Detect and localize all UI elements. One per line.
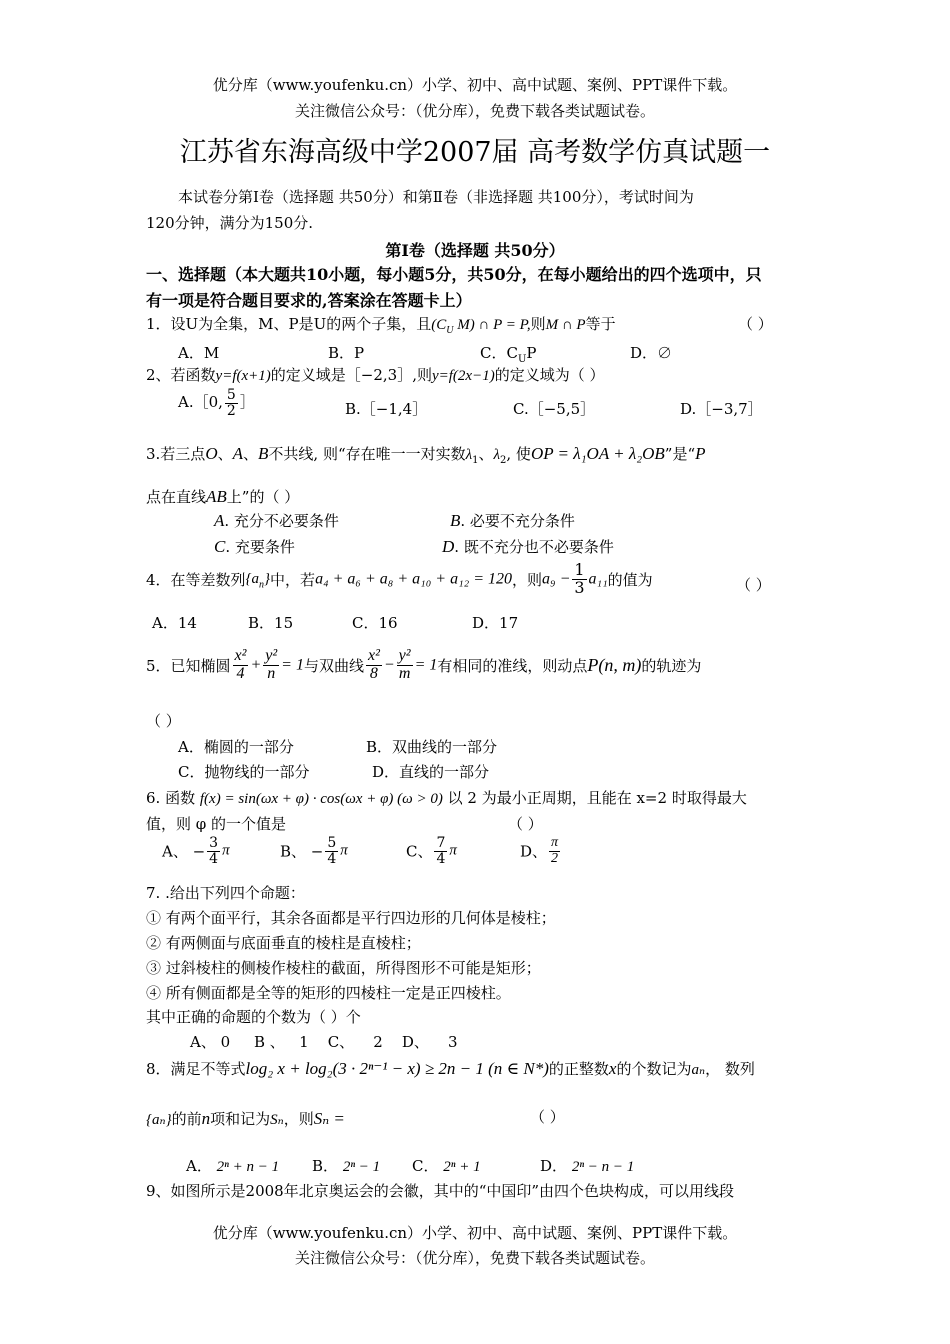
page-title: 江苏省东海高级中学2007届 高考数学仿真试题一 [179,137,771,168]
header-line-1: 优分库（www.youfenku.cn）小学、初中、高中试题、案例、PPT课件下载。 [212,76,738,94]
q3-option-a: A. 充分不必要条件 [214,511,339,530]
intro-line-2: 120分钟，满分为150分. [146,214,314,232]
q8-stem-line-2: {aₙ}的前n项和记为Sₙ，则Sₙ = [146,1109,345,1128]
q6-answer-paren: （ ） [508,815,543,833]
q8-option-d: D． 2ⁿ − n − 1 [540,1157,635,1175]
q6-option-d: D、 $\frac{\pi}{2}$ [520,835,559,866]
q1-option-a: A．M [178,344,220,362]
q7-item-4: ④ 所有侧面都是全等的矩形的四棱柱一定是正四棱柱。 [146,984,511,1002]
q5-answer-paren: （ ） [146,712,181,730]
q5-option-c: C．抛物线的一部分 [178,763,310,781]
q3-option-d: D. 既不充分也不必要条件 [442,537,614,556]
q2-option-c: C.［−5,5］ [513,400,596,418]
q2-option-b: B.［−1,4］ [345,400,428,418]
q5-stem: 5．已知椭圆 $\frac{\text{x²}}{4}$ + $\frac{\text{y²}}{n}$ = 1与双曲线 $\frac{\text{x²}}{8}$ − $\frac{\text{y²}}{m}$ = 1有相同的准线，则动点P(n, m)的轨迹为 [146,647,702,682]
q4-option-d: D．17 [472,614,519,632]
q8-stem: 8．满足不等式log₂ x + log₂(3 · 2ⁿ⁻¹ − x) ≥ 2n − 1 (n ∈ N*)的正整数x的个数记为aₙ， 数列 [146,1059,755,1078]
q8-option-b: B． 2ⁿ − 1 [312,1157,381,1175]
q7-item-1: ① 有两个面平行，其余各面都是平行四边形的几何体是棱柱； [146,909,556,927]
q1-option-c: C．$C_UP$ [480,344,537,365]
q6-stem: 6. 函数 f(x) = sin(ωx + φ) · cos(ωx + φ) (ω > 0) 以 2 为最小正周期，且能在 x=2 时取得最大 [146,789,747,807]
q7-item-3: ③ 过斜棱柱的侧棱作棱柱的截面，所得图形不可能是矩形； [146,959,541,977]
q5-option-a: A．椭圆的一部分 [178,738,294,756]
q8-answer-paren: （ ） [530,1108,565,1126]
part1-title: 第Ⅰ卷（选择题 共50分） [385,241,565,260]
q6-stem-line-2: 值，则 φ 的一个值是 [146,815,287,833]
q3-option-c: C. 充要条件 [214,537,295,556]
q3-stem-line-2: 点在直线AB上”的（ ） [146,487,300,506]
q1-answer-paren: （ ） [738,315,773,333]
q6-option-c: C、 $\frac{7}{4}$ π [406,835,457,867]
q1-option-d: D．∅ [630,344,673,362]
q7-question: 其中正确的命题的个数为（ ）个 [146,1008,361,1026]
q3-stem: 3.若三点O、A、B不共线, 则“存在唯一一对实数$\lambda_1$、$\lambda_2$, 使OP = λ₁OA + λ₂OB”是“P [146,444,706,466]
q2-option-d: D.［−3,7］ [680,400,763,418]
footer-line-1: 优分库（www.youfenku.cn）小学、初中、高中试题、案例、PPT课件下载。 [212,1224,738,1242]
section1-line-1: 一、选择题（本大题共10小题，每小题5分，共50分，在每小题给出的四个选项中，只 [146,265,762,284]
q7-item-2: ② 有两侧面与底面垂直的棱柱是直棱柱； [146,934,421,952]
q5-option-b: B．双曲线的一部分 [366,738,498,756]
q6-option-a: A、 − $\frac{3}{4}$ π [162,835,230,867]
q4-stem: 4．在等差数列$\{a_n\}$中，若a₄ + a₆ + a₈ + a₁₀ + a₁₂ = 120，则a₉ − $\frac{1}{3}$ a₁₁的值为 [146,560,653,597]
intro-line-1: 本试卷分第Ⅰ卷（选择题 共50分）和第Ⅱ卷（非选择题 共100分），考试时间为 [178,188,694,206]
q5-option-d: D．直线的一部分 [372,763,490,781]
q3-option-b: B. 必要不充分条件 [450,511,575,530]
q4-option-b: B．15 [248,614,294,632]
q8-option-a: A． 2ⁿ + n − 1 [186,1157,280,1175]
q9-stem: 9、如图所示是2008年北京奥运会的会徽，其中的“中国印”由四个色块构成，可以用线段 [146,1182,735,1200]
q1-option-b: B．P [328,344,365,362]
q2-option-a: A.［0, $\frac{5}{2}$ ］ [178,387,255,419]
q4-option-c: C．16 [352,614,398,632]
q1-stem: 1．设U为全集，M、P是U的两个子集，且($C_U$ M) ∩ P = P,则M ∩ P等于 [146,315,616,336]
header-line-2: 关注微信公众号：（优分库），免费下载各类试题试卷。 [294,102,655,120]
section1-line-2: 有一项是符合题目要求的,答案涂在答题卡上） [146,291,472,310]
q7-options: A、 0 B 、 1 C、 2 D、 3 [190,1033,458,1051]
q7-stem: 7. .给出下列四个命题： [146,884,305,902]
footer-line-2: 关注微信公众号：（优分库），免费下载各类试题试卷。 [294,1249,655,1267]
q2-stem: 2、若函数y=f(x+1)的定义域是［−2,3］,则y=f(2x−1)的定义域为（ ） [146,366,605,384]
q8-option-c: C． 2ⁿ + 1 [412,1157,481,1175]
q4-option-a: A．14 [152,614,197,632]
q4-answer-paren: （ ） [736,576,771,594]
q6-option-b: B、 − $\frac{5}{4}$ π [280,835,348,867]
